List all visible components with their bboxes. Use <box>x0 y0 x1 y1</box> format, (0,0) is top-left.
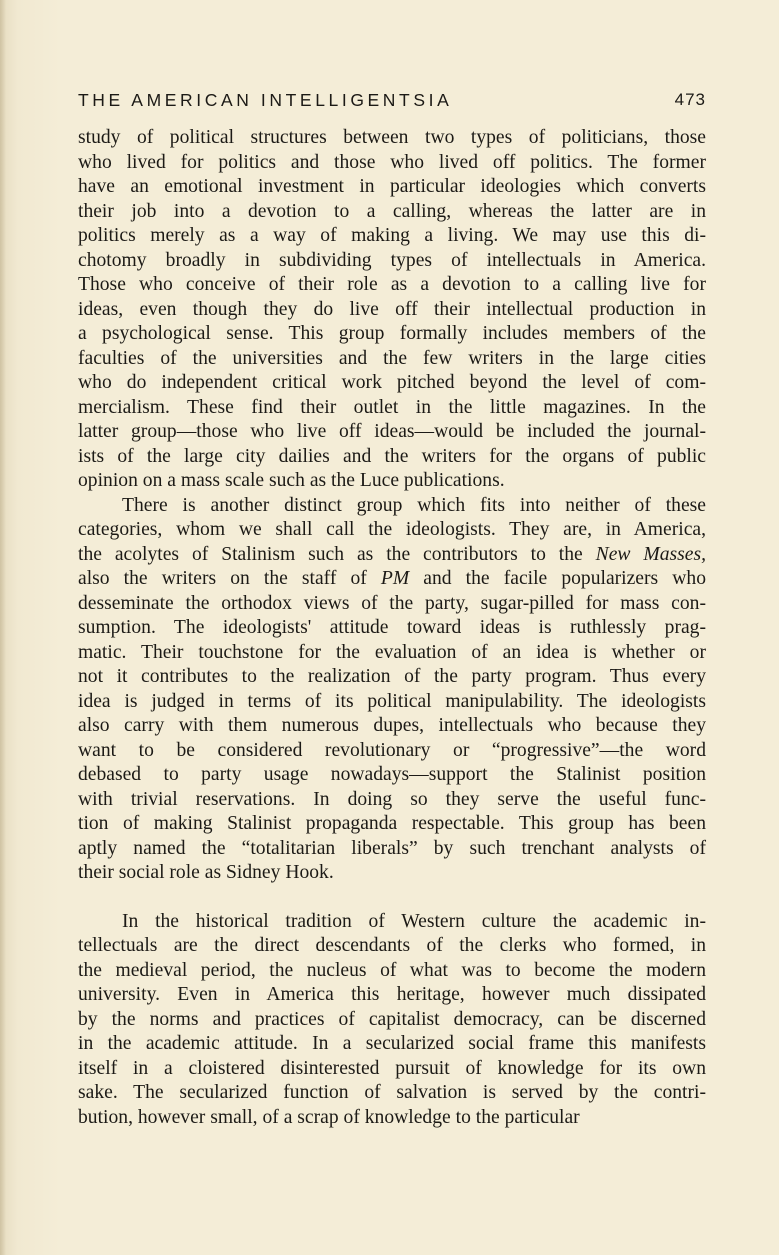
italic-title: PM <box>380 568 410 589</box>
text-line: with trivial reservations. In doing so they serve the useful func- <box>78 788 706 810</box>
text-line: who lived for politics and those who lived off politics. The former <box>78 151 706 173</box>
text-line: a psychological sense. This group formally includes members of the <box>78 323 706 344</box>
text-line: matic. Their touchstone for the evaluation of an idea is whether or <box>78 641 706 663</box>
section-break <box>78 886 706 910</box>
text-line: study of political structures between two types of politicians, those <box>78 127 706 148</box>
text-line: idea is judged in terms of its political manipulability. The ideologists <box>78 690 706 712</box>
text-line: ists of the large city dailies and the writers for the organs of public <box>78 445 706 467</box>
text-line: bution, however small, of a scrap of knowledge to the particular <box>78 1106 580 1128</box>
text-line: in the academic attitude. In a secularized social frame this manifests <box>78 1033 706 1054</box>
text-line: aptly named the “totalitarian liberals” by such trenchant analysts of <box>78 837 706 859</box>
paragraph <box>78 494 706 886</box>
page-number: 473 <box>674 90 706 109</box>
text-line: their social role as Sidney Hook. <box>78 862 334 883</box>
text-line: by the norms and practices of capitalist democracy, can be discerned <box>78 1008 706 1030</box>
text-line: also carry with them numerous dupes, intellectuals who because they <box>78 715 706 736</box>
paragraph <box>78 126 706 494</box>
running-head: THE AMERICAN INTELLIGENTSIA <box>78 90 453 110</box>
text-line: Those who conceive of their role as a devotion to a calling live for <box>78 274 706 295</box>
text-line: who do independent critical work pitched beyond the level of com- <box>78 372 706 393</box>
text-line: In the historical tradition of Western culture the academic in- <box>122 910 706 932</box>
page-gutter-shadow <box>0 0 6 1255</box>
text-line: the medieval period, the nucleus of what was to become the modern <box>78 959 706 981</box>
text-line: want to be considered revolutionary or “progressive”—the word <box>78 739 706 761</box>
text-line: debased to party usage nowadays—support the Stalinist position <box>78 764 706 785</box>
text-line: politics merely as a way of making a living. We may use this di- <box>78 225 706 246</box>
text-line: sumption. The ideologists' attitude toward ideas is ruthlessly prag- <box>78 617 706 638</box>
text-line: categories, whom we shall call the ideologists. They are, in America, <box>78 519 706 540</box>
paragraph <box>78 910 706 1131</box>
text-line: desseminate the orthodox views of the party, sugar-pilled for mass con- <box>78 592 706 614</box>
text-line: not it contributes to the realization of the party program. Thus every <box>78 666 706 687</box>
text-line: opinion on a mass scale such as the Luce publications. <box>78 470 505 491</box>
text-line: the acolytes of Stalinism such as the contributors to the New Masses, <box>78 543 706 565</box>
text-line: tellectuals are the direct descendants of the clerks who formed, in <box>78 935 706 956</box>
text-line: latter group—those who live off ideas—would be included the journal- <box>78 421 706 442</box>
text-line: also the writers on the staff of PM and the facile popularizers who <box>78 568 706 589</box>
text-line: faculties of the universities and the few writers in the large cities <box>78 347 706 369</box>
italic-title: New Masses, <box>595 543 706 565</box>
text-line: tion of making Stalinist propaganda respectable. This group has been <box>78 813 706 834</box>
text-line: chotomy broadly in subdividing types of intellectuals in America. <box>78 249 706 271</box>
text-line: sake. The secularized function of salvation is served by the contri- <box>78 1082 706 1103</box>
text-line: itself in a cloistered disinterested pursuit of knowledge for its own <box>78 1057 706 1079</box>
text-line: have an emotional investment in particular ideologies which converts <box>78 176 706 197</box>
text-line: their job into a devotion to a calling, whereas the latter are in <box>78 200 706 222</box>
text-line: mercialism. These find their outlet in the little magazines. In the <box>78 396 706 418</box>
text-line: There is another distinct group which fits into neither of these <box>122 494 706 516</box>
body-text <box>78 126 706 1130</box>
text-line: ideas, even though they do live off their intellectual production in <box>78 298 706 320</box>
page-header <box>78 90 706 116</box>
text-line: university. Even in America this heritage, however much dissipated <box>78 984 706 1005</box>
